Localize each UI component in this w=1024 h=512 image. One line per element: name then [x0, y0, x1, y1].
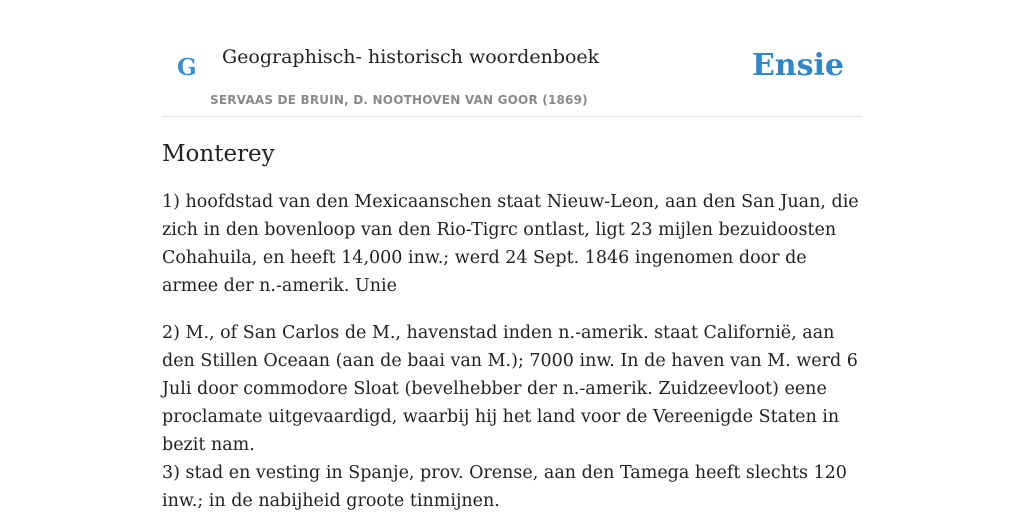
book-header	[162, 0, 862, 117]
book-authors: SERVAAS DE BRUIN, D. NOOTHOVEN VAN GOOR (1869)	[210, 93, 588, 107]
book-logo-icon[interactable]: G	[177, 54, 197, 81]
book-title[interactable]: Geographisch- historisch woordenboek	[222, 46, 600, 68]
entry-paragraph-3: 3) stad en vesting in Spanje, prov. Orense, aan den Tamega heeft slechts 120 inw.; in de nabijheid groote tinmijnen.	[162, 463, 847, 511]
entry-title: Monterey	[162, 141, 275, 167]
entry-paragraph-1: 1) hoofdstad van den Mexicaanschen staat Nieuw-Leon, aan den San Juan, die zich in den bovenloop van den Rio-Tigrc ontlast, ligt 23 mijlen bezuidoosten Cohahuila, en heeft 14,000 inw.; werd 24 Sept. 1846 ingenomen door de armee der n.-amerik. Unie	[162, 192, 859, 296]
ensie-logo[interactable]: Ensie	[751, 48, 844, 83]
entry-content	[162, 138, 862, 512]
entry-paragraph-2: 2) M., of San Carlos de M., havenstad inden n.-amerik. staat Californië, aan den Stillen Oceaan (aan de baai van M.); 7000 inw. In de haven van M. werd 6 Juli door commodore Sloat (bevelhebber der n.-amerik. Zuidzeevloot) eene proclamate uitgevaardigd, waarbij hij het land voor de Vereenigde Staten in bezit nam.	[162, 323, 858, 455]
